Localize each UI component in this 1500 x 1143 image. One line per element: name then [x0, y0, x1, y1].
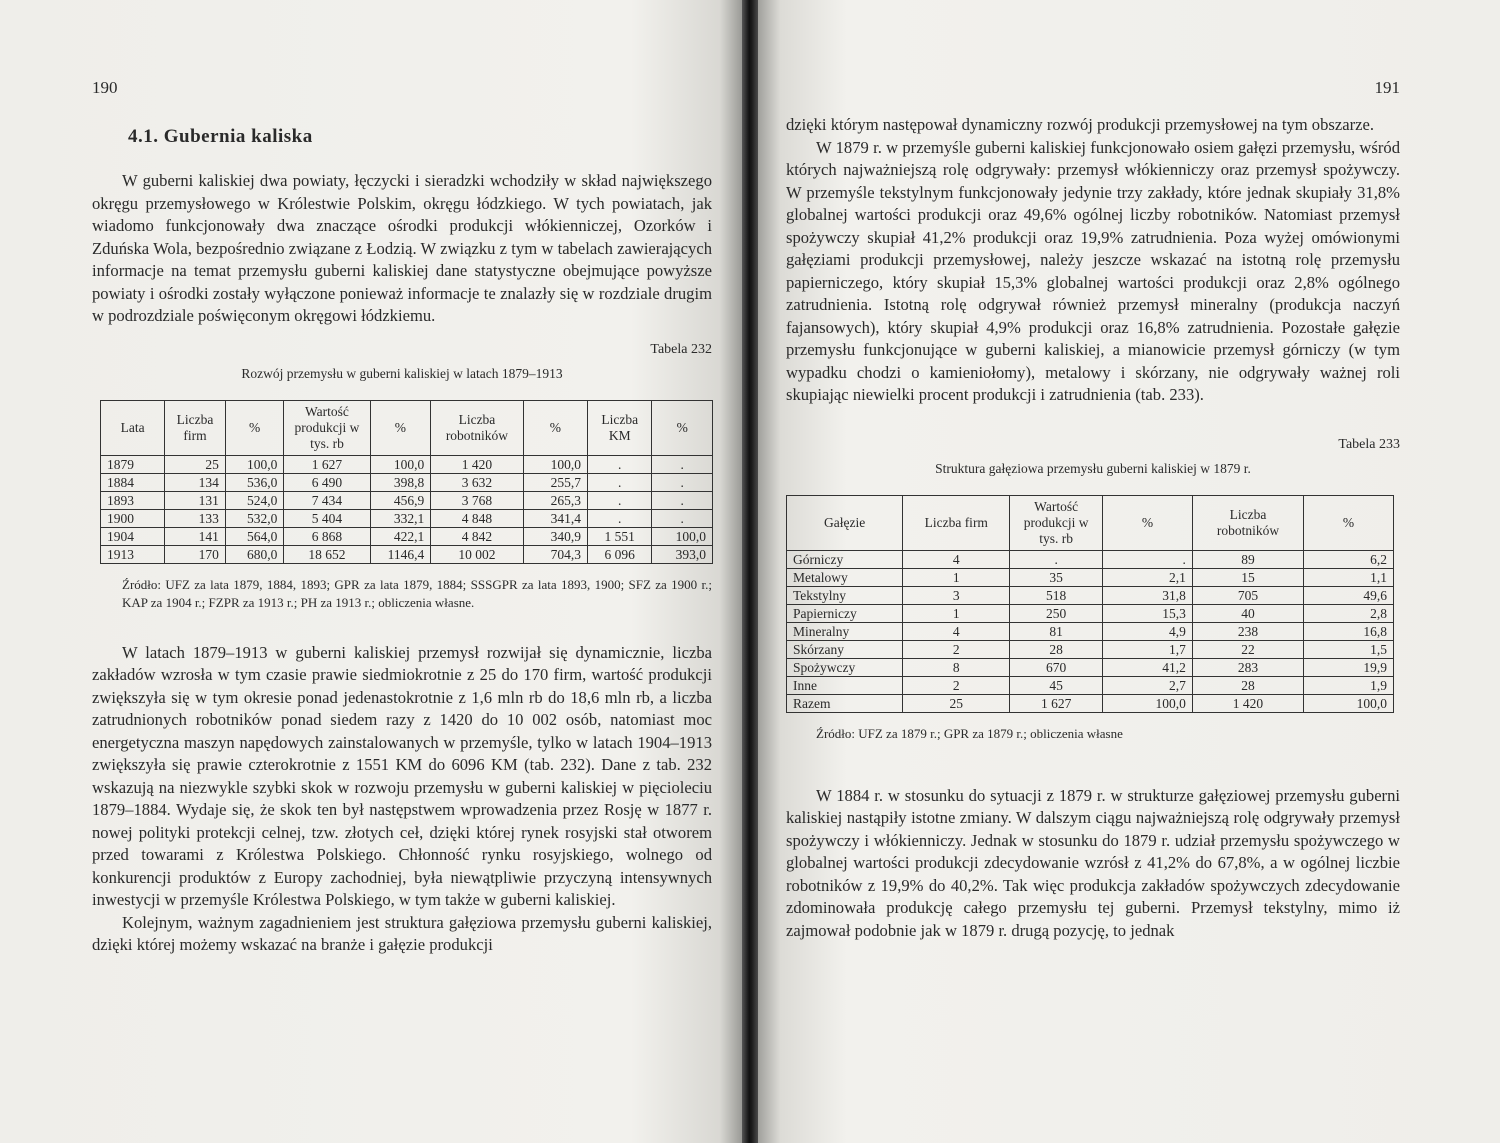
table-row: [787, 550, 1394, 568]
table-row: [787, 622, 1394, 640]
table-cell: 250: [1010, 604, 1103, 622]
table-cell: 25: [165, 455, 226, 473]
table-cell: 422,1: [370, 527, 431, 545]
table-cell: 1 420: [431, 455, 523, 473]
table-cell: 6 868: [284, 527, 370, 545]
book-gutter: [742, 0, 758, 1143]
paragraph: W latach 1879–1913 w guberni kaliskiej przemysł rozwijał się dynamicznie, liczba zakładów wzrosła w tym czasie prawie siedmiokrotnie z 25 do 170 firm, wartość produkcji zwiększyła się w tym okresie ponad jedenastokrotnie z 1,6 mln rb do 18,6 mln rb, a liczba zatrudnionych robotników ponad siedem razy z 1420 do 10 002 osób, natomiast moc energetyczna maszyn napędowych zainstalowanych w przemyśle, tylko w latach 1904–1913 zwiększyła się prawie czterokrotnie z 1551 KM do 6096 KM (tab. 232). Dane z tab. 232 wskazują na niezwykle szybki skok w rozwoju przemysłu w guberni kaliskiej w pięcioleciu 1879–1884. Wydaje się, że skok ten był następstwem wprowadzenia przez Rosję w 1877 r. nowej polityki protekcji celnej, tzw. złotych ceł, dzięki której rynek rosyjski stał otworem przed towarami z Królestwa Polskiego. Chłonność rynku rosyjskiego, wolnego od konkurencji produktów z Europy zachodniej, była niewątpliwie przyczyną intensywnych inwestycji w przemyśle Królestwa Polskiego, w tym także w guberni kaliskiej.: [92, 642, 712, 909]
table-cell: 3: [903, 586, 1010, 604]
table-232: [100, 400, 713, 564]
table-row: [101, 527, 713, 545]
table-row: [101, 455, 713, 473]
table-cell: 283: [1192, 658, 1303, 676]
table-cell: 2,7: [1103, 676, 1193, 694]
table-cell: 255,7: [523, 473, 587, 491]
table-cell: 131: [165, 491, 226, 509]
table-cell: .: [588, 455, 652, 473]
table-cell: 100,0: [370, 455, 431, 473]
table-row: [787, 676, 1394, 694]
header-cell: %: [370, 400, 431, 455]
paragraph: W 1879 r. w przemyśle guberni kaliskiej funkcjonowało osiem gałęzi przemysłu, wśród których najważniejszą rolę odgrywały: przemysł włókienniczy oraz przemysł spożywczy. W przemyśle tekstylnym funkcjonowały jedynie trzy zakłady, które jednak skupiały 31,8% globalnej wartości produkcji oraz 49,6% ogólnej liczby robotników. Natomiast przemysł spożywczy skupiał 41,2% produkcji oraz 19,9% zatrudnienia. Poza wyżej omówionymi gałęziami produkcji przemysłowej, należy jeszcze wskazać na istotną rolę przemysłu papierniczego, który skupiał 15,3% globalnej wartości produkcji oraz 2,8% ogólnego zatrudnienia. Istotną rolę odgrywał również przemysł mineralny (produkcja naczyń fajansowych), który skupiał 4,9% produkcji oraz 16,8% zatrudnienia. Pozostałe gałęzie przemysłu funkcjonujące w guberni kaliskiej, a mianowicie przemysł górniczy (w tym wypadku chodzi o kamieniołomy), metalowy i skórzany, nie odgrywały ważnej roli skupiając niewielki procent produkcji i zatrudnienia (tab. 233).: [786, 137, 1400, 404]
table-cell: Metalowy: [787, 568, 903, 586]
table-cell: 19,9: [1304, 658, 1394, 676]
header-cell: %: [1103, 495, 1193, 550]
table-row: [787, 694, 1394, 712]
table-cell: 6 490: [284, 473, 370, 491]
table-cell: Inne: [787, 676, 903, 694]
header-cell: Liczba robotników: [431, 400, 523, 455]
table-cell: Papierniczy: [787, 604, 903, 622]
table-cell: 35: [1010, 568, 1103, 586]
header-cell: Liczba firm: [903, 495, 1010, 550]
paragraph: W 1884 r. w stosunku do sytuacji z 1879 r. w strukturze gałęziowej przemysłu guberni kaliskiej nastąpiły istotne zmiany. W dalszym ciągu najważniejszą rolę odgrywały przemysł spożywczy i włókienniczy. Jednak w stosunku do 1879 r. udział przemysłu spożywczego w globalnej wartości produkcji zdecydowanie wzrósł z 41,2% do 67,8%, a w ogólnej liczbie robotników z 19,9% do 40,2%. Tak więc produkcja zakładów spożywczych zdecydowanie zdominowała produkcję całego przemysłu tej guberni. Przemysł tekstylny, mimo iż zajmował podobnie jak w 1879 r. drugą pozycję, to jednak: [786, 785, 1400, 940]
table-cell: 10 002: [431, 545, 523, 563]
table-cell: .: [652, 455, 713, 473]
table-cell: .: [1010, 550, 1103, 568]
table-cell: 1,7: [1103, 640, 1193, 658]
table-cell: 8: [903, 658, 1010, 676]
table-cell: 18 652: [284, 545, 370, 563]
table-source: Źródło: UFZ za lata 1879, 1884, 1893; GPR za lata 1879, 1884; SSSGPR za lata 1893, 1900; SFZ za 1900 r.; KAP za 1904 r.; FZPR za 1913 r.; PH za 1913 r.; obliczenia własne.: [122, 576, 712, 610]
table-cell: 41,2: [1103, 658, 1193, 676]
table-cell: 532,0: [225, 509, 284, 527]
table-cell: 4 842: [431, 527, 523, 545]
table-cell: 5 404: [284, 509, 370, 527]
table-cell: 1,1: [1304, 568, 1394, 586]
table-cell: 238: [1192, 622, 1303, 640]
table-cell: 6 096: [588, 545, 652, 563]
table-row: [101, 491, 713, 509]
table-cell: 31,8: [1103, 586, 1193, 604]
table-row: [787, 604, 1394, 622]
table-cell: 3 768: [431, 491, 523, 509]
table-cell: 705: [1192, 586, 1303, 604]
table-cell: 6,2: [1304, 550, 1394, 568]
table-cell: 524,0: [225, 491, 284, 509]
table-cell: 536,0: [225, 473, 284, 491]
header-cell: Liczba KM: [588, 400, 652, 455]
table-cell: 564,0: [225, 527, 284, 545]
table-cell: 1146,4: [370, 545, 431, 563]
page-number: 190: [92, 78, 118, 97]
header-cell: %: [1304, 495, 1394, 550]
table-cell: .: [588, 473, 652, 491]
table-cell: 1900: [101, 509, 165, 527]
header-cell: Liczba firm: [165, 400, 226, 455]
table-cell: 49,6: [1304, 586, 1394, 604]
table-cell: 170: [165, 545, 226, 563]
table-cell: Górniczy: [787, 550, 903, 568]
table-cell: 398,8: [370, 473, 431, 491]
table-cell: Razem: [787, 694, 903, 712]
table-cell: 340,9: [523, 527, 587, 545]
table-cell: 4 848: [431, 509, 523, 527]
table-cell: 7 434: [284, 491, 370, 509]
table-cell: 1 551: [588, 527, 652, 545]
table-cell: 3 632: [431, 473, 523, 491]
table-label: Tabela 232: [650, 341, 712, 357]
table-cell: 89: [1192, 550, 1303, 568]
table-cell: 1: [903, 568, 1010, 586]
table-cell: 1,5: [1304, 640, 1394, 658]
table-cell: 28: [1010, 640, 1103, 658]
table-cell: 100,0: [1103, 694, 1193, 712]
table-cell: 15,3: [1103, 604, 1193, 622]
table-cell: 456,9: [370, 491, 431, 509]
table-cell: 16,8: [1304, 622, 1394, 640]
table-cell: 1884: [101, 473, 165, 491]
table-row: [787, 568, 1394, 586]
table-cell: 4: [903, 550, 1010, 568]
table-row: [787, 586, 1394, 604]
table-header-row: [101, 400, 713, 455]
table-cell: 25: [903, 694, 1010, 712]
table-cell: 100,0: [1304, 694, 1394, 712]
table-row: [101, 473, 713, 491]
table-cell: 100,0: [225, 455, 284, 473]
table-cell: 670: [1010, 658, 1103, 676]
header-cell: Wartość produkcji w tys. rb: [1010, 495, 1103, 550]
table-cell: 15: [1192, 568, 1303, 586]
table-row: [101, 545, 713, 563]
table-cell: .: [652, 473, 713, 491]
right-page: [758, 0, 1500, 1143]
table-cell: 2: [903, 676, 1010, 694]
paragraph: W guberni kaliskiej dwa powiaty, łęczycki i sieradzki wchodziły w skład największego okręgu przemysłowego w Królestwie Polskim, okręgu łódzkiego. W tych powiatach, jak wiadomo funkcjonowały dwa znaczące ośrodki produkcji włókienniczej, Ozorków i Zduńska Wola, bezpośrednio związane z Łodzią. W związku z tym w tabelach zawierających informacje na temat przemysłu guberni kaliskiej dane statystyczne obejmujące powyższe powiaty i ośrodki zostały wyłączone ponieważ informacje te znalazły się w rozdziale drugim w podrozdziale poświęconym okręgowi łódzkiemu.: [92, 171, 712, 325]
table-cell: 1: [903, 604, 1010, 622]
table-cell: 100,0: [652, 527, 713, 545]
table-caption: Struktura gałęziowa przemysłu guberni kaliskiej w 1879 r.: [935, 460, 1251, 476]
table-cell: 141: [165, 527, 226, 545]
header-cell: %: [652, 400, 713, 455]
table-cell: 1879: [101, 455, 165, 473]
table-cell: 1904: [101, 527, 165, 545]
table-cell: 134: [165, 473, 226, 491]
table-cell: 1 420: [1192, 694, 1303, 712]
table-cell: 332,1: [370, 509, 431, 527]
left-page: [0, 0, 742, 1143]
table-label: Tabela 233: [1338, 436, 1400, 452]
header-cell: Gałęzie: [787, 495, 903, 550]
table-cell: 133: [165, 509, 226, 527]
table-row: [787, 658, 1394, 676]
paragraph: dzięki którym następował dynamiczny rozwój produkcji przemysłowej na tym obszarze.: [786, 115, 1374, 134]
section-title: 4.1. Gubernia kaliska: [128, 126, 313, 147]
table-cell: 81: [1010, 622, 1103, 640]
table-cell: 2,8: [1304, 604, 1394, 622]
table-cell: .: [588, 509, 652, 527]
table-cell: Tekstylny: [787, 586, 903, 604]
table-cell: Spożywczy: [787, 658, 903, 676]
table-cell: .: [1103, 550, 1193, 568]
table-cell: 45: [1010, 676, 1103, 694]
table-cell: 704,3: [523, 545, 587, 563]
table-cell: 4,9: [1103, 622, 1193, 640]
page-number: 191: [1374, 78, 1400, 97]
table-cell: 1893: [101, 491, 165, 509]
table-cell: .: [652, 509, 713, 527]
table-cell: 680,0: [225, 545, 284, 563]
table-cell: 2: [903, 640, 1010, 658]
table-caption: Rozwój przemysłu w guberni kaliskiej w latach 1879–1913: [241, 365, 563, 381]
paragraph: Kolejnym, ważnym zagadnieniem jest struktura gałęziowa przemysłu guberni kaliskiej, dzięki której możemy wskazać na branże i gałęzie produkcji: [92, 912, 712, 954]
table-source: Źródło: UFZ za 1879 r.; GPR za 1879 r.; obliczenia własne: [816, 725, 1123, 741]
table-cell: 1 627: [1010, 694, 1103, 712]
table-row: [101, 509, 713, 527]
table-cell: 4: [903, 622, 1010, 640]
table-cell: 265,3: [523, 491, 587, 509]
table-cell: .: [588, 491, 652, 509]
table-cell: 22: [1192, 640, 1303, 658]
table-row: [787, 640, 1394, 658]
table-cell: 393,0: [652, 545, 713, 563]
header-cell: Liczba robotników: [1192, 495, 1303, 550]
table-cell: 40: [1192, 604, 1303, 622]
table-cell: Mineralny: [787, 622, 903, 640]
table-233: [786, 495, 1394, 713]
header-cell: %: [225, 400, 284, 455]
table-cell: 2,1: [1103, 568, 1193, 586]
header-cell: Lata: [101, 400, 165, 455]
table-cell: 1,9: [1304, 676, 1394, 694]
table-cell: 100,0: [523, 455, 587, 473]
table-cell: 341,4: [523, 509, 587, 527]
table-cell: Skórzany: [787, 640, 903, 658]
table-cell: 1 627: [284, 455, 370, 473]
table-cell: 1913: [101, 545, 165, 563]
table-cell: 518: [1010, 586, 1103, 604]
header-cell: Wartość produkcji w tys. rb: [284, 400, 370, 455]
header-cell: %: [523, 400, 587, 455]
table-header-row: [787, 495, 1394, 550]
table-cell: .: [652, 491, 713, 509]
table-cell: 28: [1192, 676, 1303, 694]
